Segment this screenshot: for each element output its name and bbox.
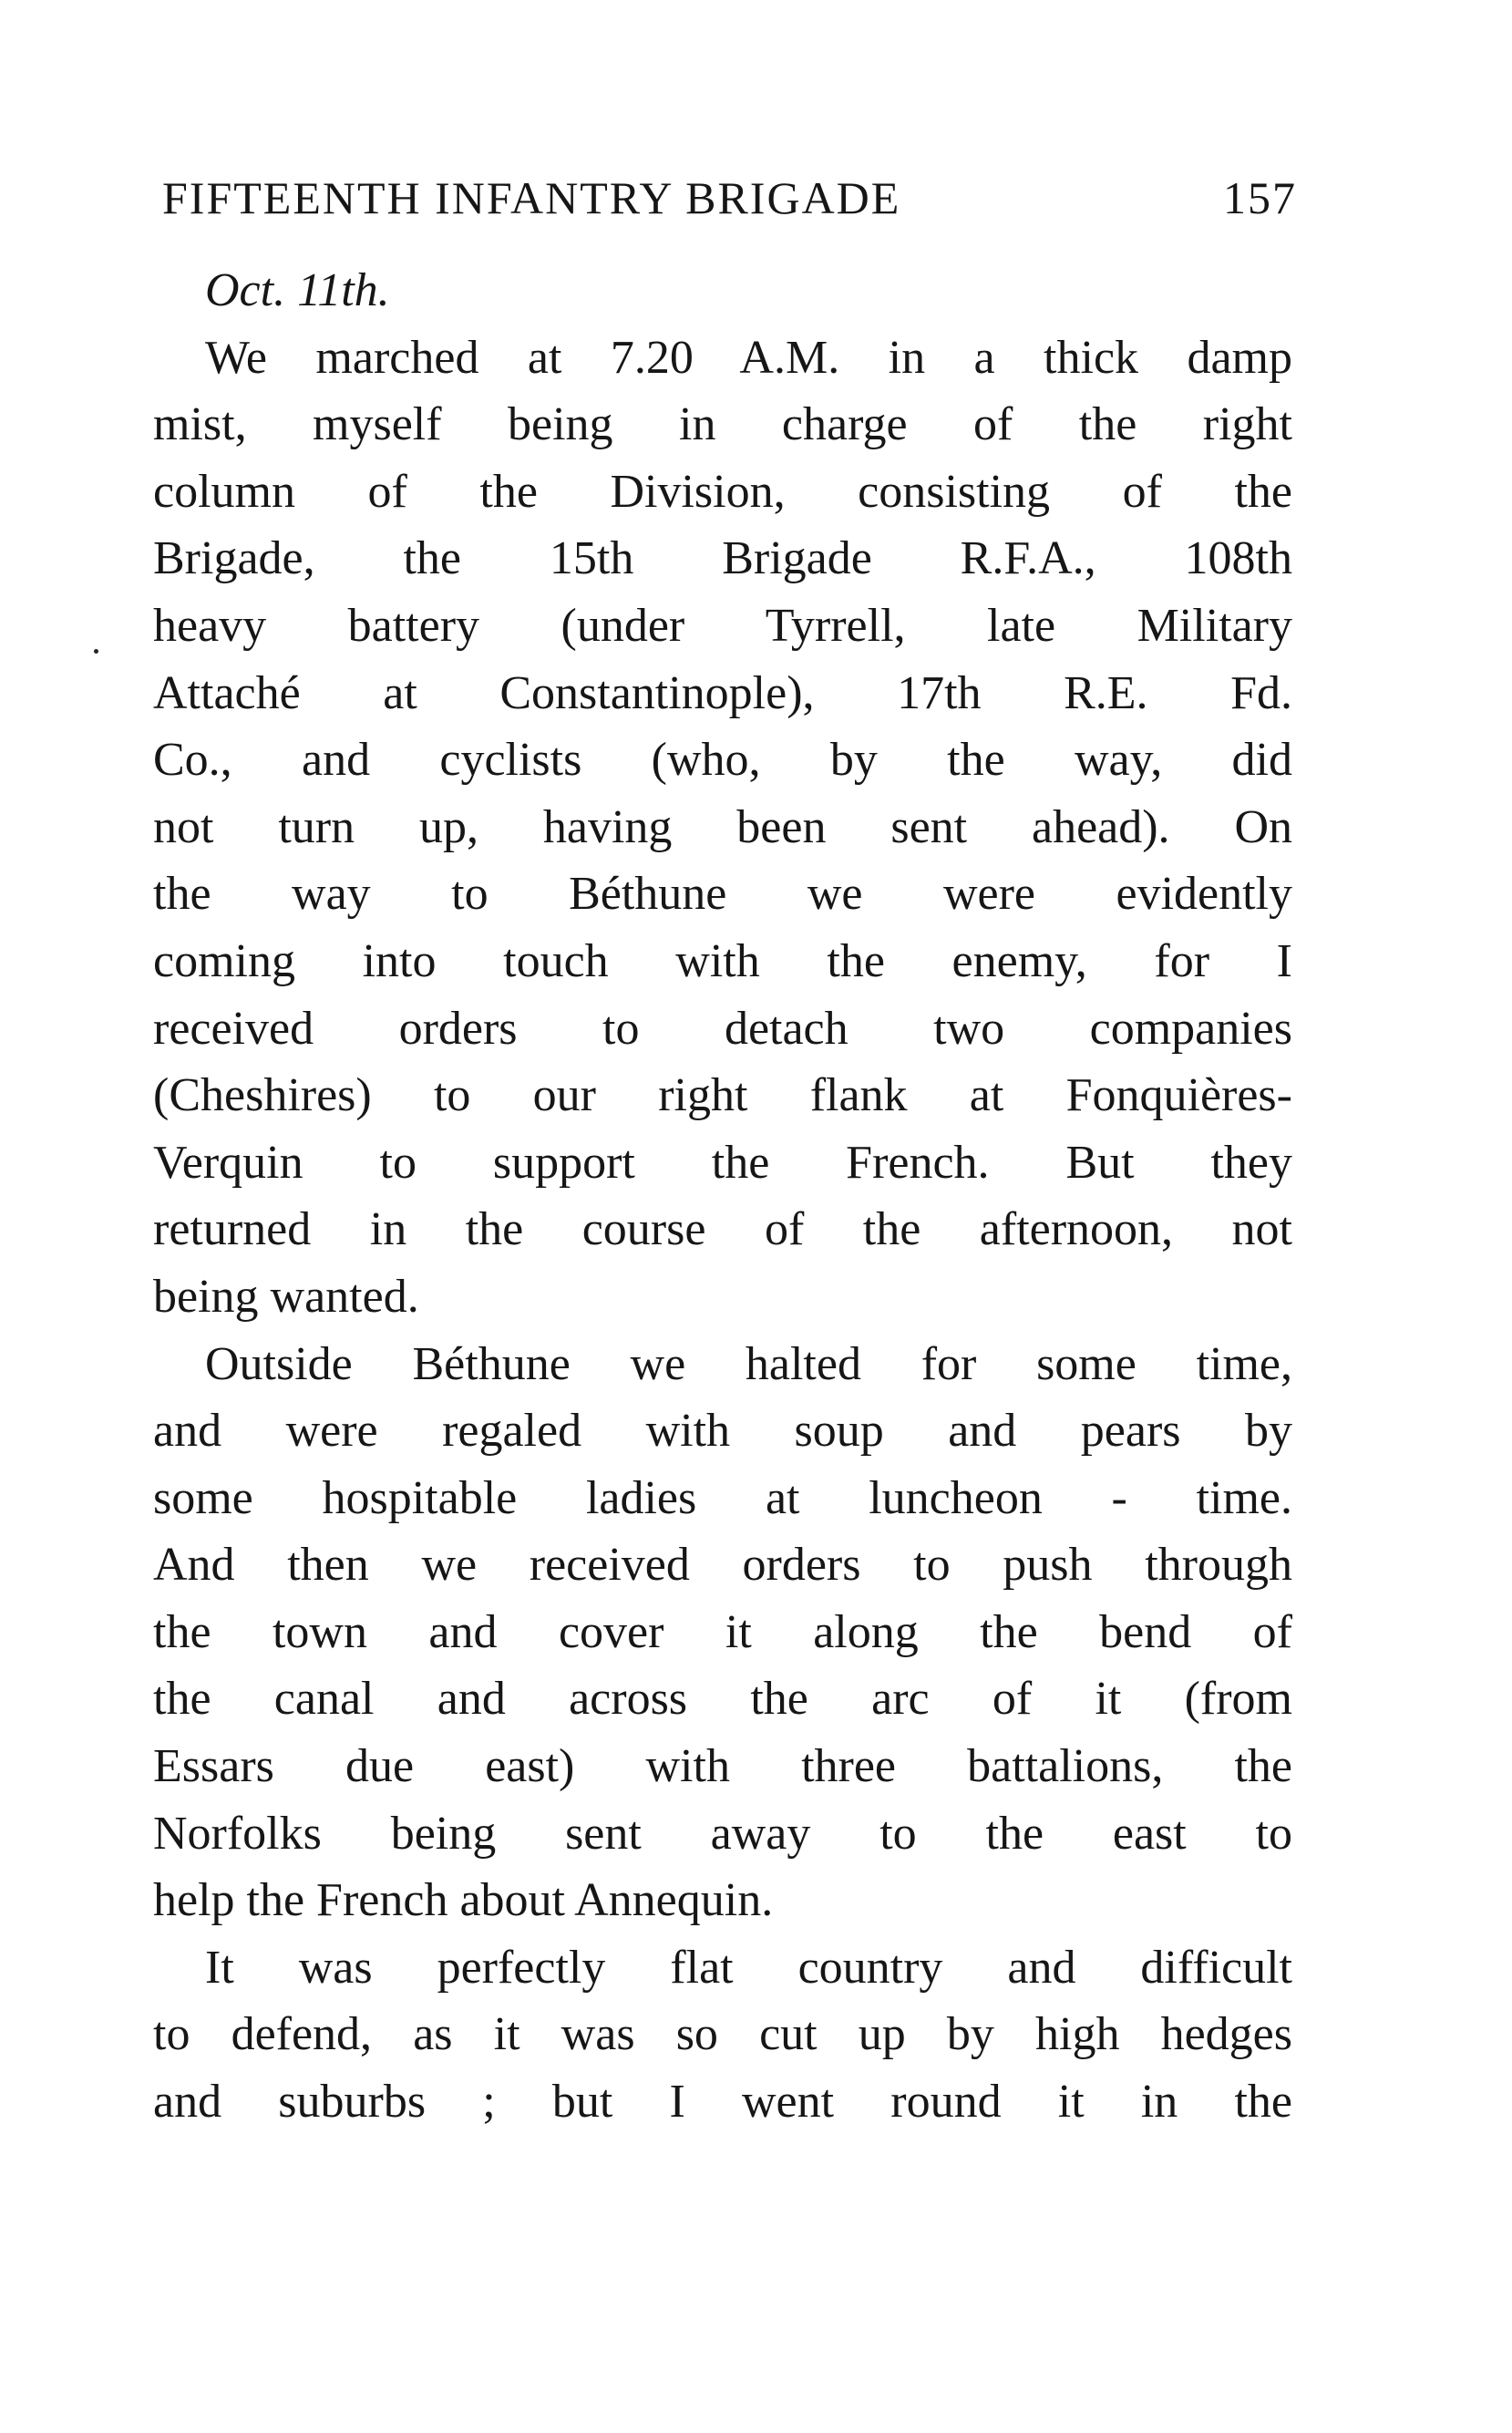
text-line: the way to Béthune we were evidently bbox=[153, 868, 1292, 921]
text-line: Co., and cyclists (who, by the way, did bbox=[153, 734, 1292, 787]
text-line: being wanted. bbox=[153, 1270, 419, 1323]
text-line: and suburbs ; but I went round it in the bbox=[153, 2076, 1292, 2129]
text-line: Attaché at Constantinople), 17th R.E. Fd. bbox=[153, 666, 1292, 719]
text-line: help the French about Annequin. bbox=[153, 1874, 774, 1927]
text-line: And then we received orders to push through bbox=[153, 1539, 1292, 1592]
text-line: the town and cover it along the bend of bbox=[153, 1605, 1292, 1658]
text-line: and were regaled with soup and pears by bbox=[153, 1405, 1292, 1458]
page-number: 157 bbox=[1223, 172, 1297, 223]
text-line: returned in the course of the afternoon, not bbox=[153, 1203, 1292, 1256]
date-heading: Oct. 11th. bbox=[205, 264, 390, 316]
paragraph-3 bbox=[153, 1934, 1292, 2136]
text-line: mist, myself being in charge of the right bbox=[153, 398, 1292, 451]
text-line: not turn up, having been sent ahead). On bbox=[153, 800, 1292, 853]
text-line: (Cheshires) to our right flank at Fonquières- bbox=[153, 1069, 1292, 1122]
paragraph-2 bbox=[153, 1331, 1292, 1934]
text-line: coming into touch with the enemy, for I bbox=[153, 934, 1292, 987]
body-text bbox=[153, 257, 1292, 2136]
text-line: Outside Béthune we halted for some time, bbox=[205, 1337, 1292, 1390]
running-head bbox=[162, 166, 1297, 230]
text-line: Verquin to support the French. But they bbox=[153, 1136, 1292, 1189]
text-line: It was perfectly flat country and difficult bbox=[205, 1941, 1292, 1994]
text-line: some hospitable ladies at luncheon - time. bbox=[153, 1471, 1292, 1524]
text-line: column of the Division, consisting of the bbox=[153, 465, 1292, 518]
text-line: heavy battery (under Tyrrell, late Military bbox=[153, 599, 1292, 652]
text-line: Norfolks being sent away to the east to bbox=[153, 1807, 1292, 1860]
text-line: Brigade, the 15th Brigade R.F.A., 108th bbox=[153, 532, 1292, 585]
text-line: Essars due east) with three battalions, the bbox=[153, 1740, 1292, 1793]
text-line: to defend, as it was so cut up by high hedges bbox=[153, 2008, 1292, 2061]
text-line: the canal and across the arc of it (from bbox=[153, 1673, 1292, 1726]
running-head-title: FIFTEENTH INFANTRY BRIGADE bbox=[162, 172, 901, 223]
paragraph-1 bbox=[153, 325, 1292, 1331]
margin-speck bbox=[94, 649, 98, 654]
text-line: We marched at 7.20 A.M. in a thick damp bbox=[205, 331, 1292, 384]
text-line: received orders to detach two companies bbox=[153, 1002, 1292, 1055]
